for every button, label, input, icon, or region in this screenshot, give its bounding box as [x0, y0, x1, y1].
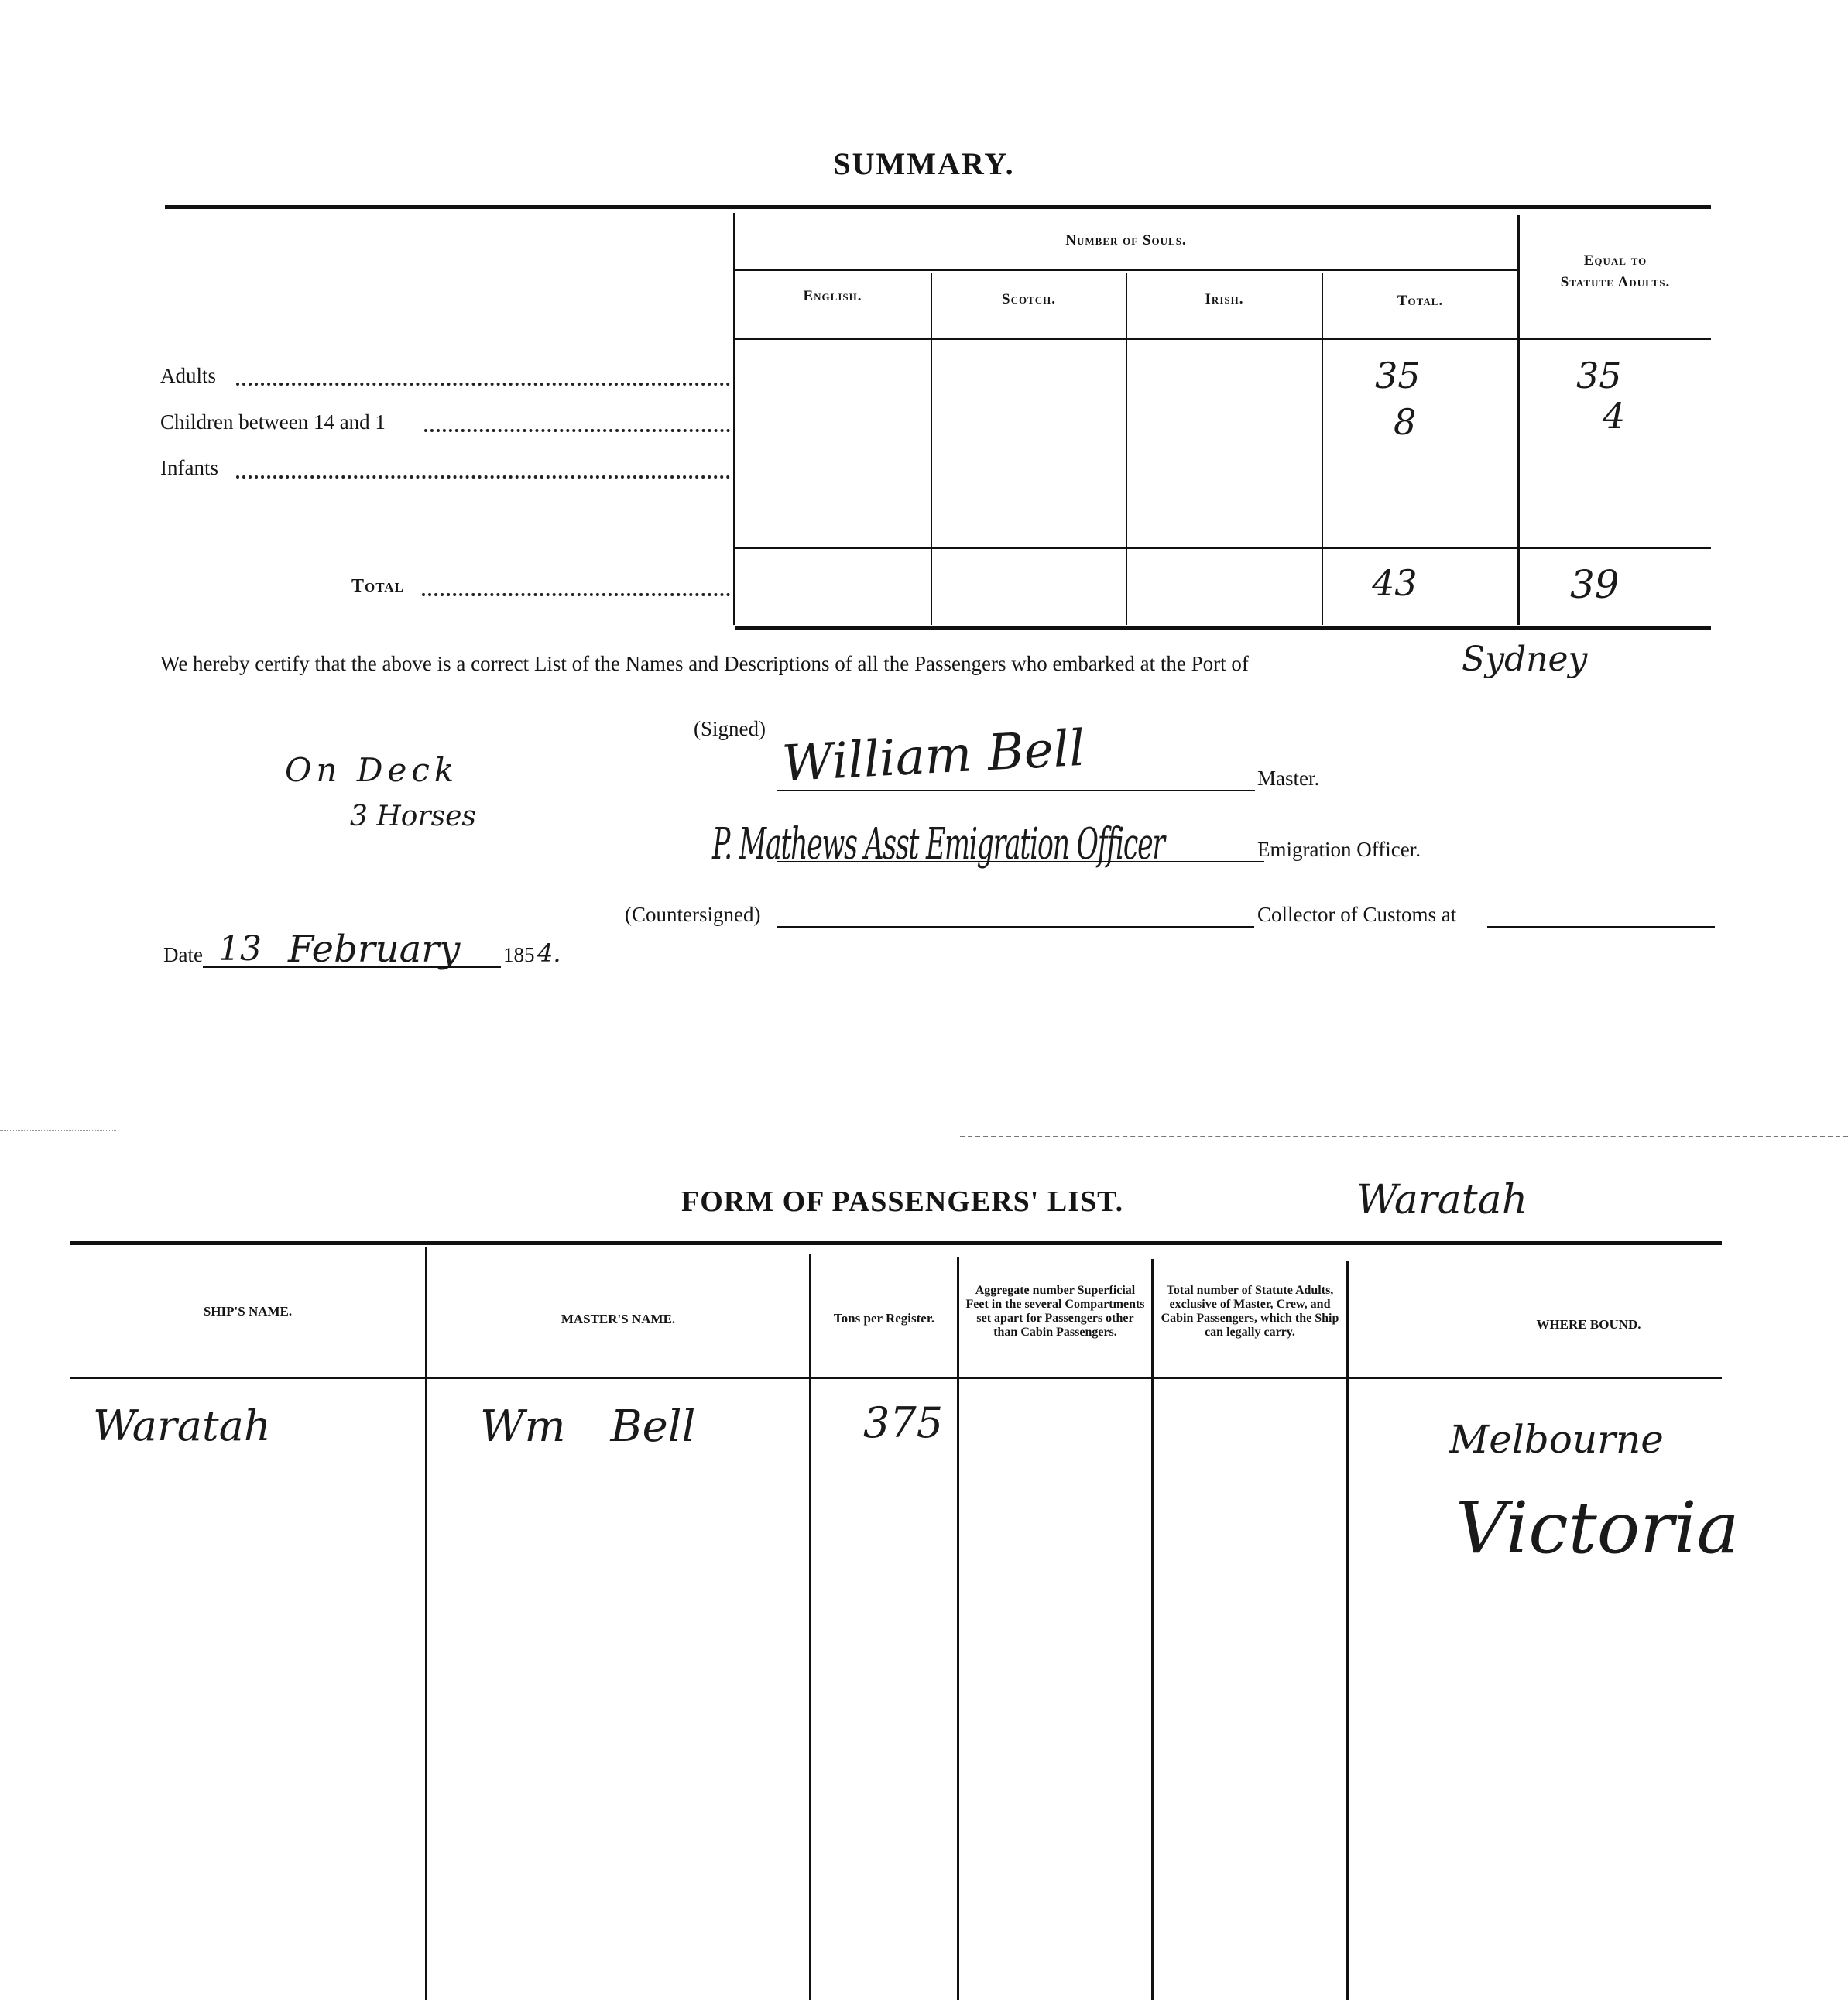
statute-adults-capacity-header: Total number of Statute Adults, exclusive of Master, Crew, and Cabin Passengers, which the Ship can legally carry.	[1161, 1284, 1339, 1339]
where-bound-value-2: Victoria	[1455, 1487, 1740, 1569]
children-statute-value: 4	[1603, 395, 1626, 437]
summary-total-rule	[735, 547, 1711, 549]
margin-note-line2: 3 Horses	[350, 801, 476, 832]
passengers-divider-3	[957, 1257, 959, 2000]
date-year-suffix: 4.	[537, 938, 561, 968]
children-dot-leader	[424, 429, 730, 432]
ship-name-annotation: Waratah	[1356, 1177, 1528, 1223]
summary-col-divider-2	[1126, 273, 1127, 625]
masters-name-header: MASTER'S NAME.	[561, 1312, 676, 1326]
summary-col-divider-3	[1322, 273, 1323, 625]
infants-label: Infants	[160, 456, 218, 479]
irish-column-header: Irish.	[1205, 291, 1244, 307]
port-value: Sydney	[1462, 640, 1588, 679]
master-name-value: Wm Bell	[480, 1401, 696, 1452]
adults-statute-value: 35	[1576, 355, 1622, 396]
emigration-officer-label: Emigration Officer.	[1257, 838, 1421, 861]
margin-note-line1: On Deck	[285, 751, 459, 789]
summary-title: SUMMARY.	[833, 146, 1015, 181]
children-label: Children between 14 and 1	[160, 410, 386, 434]
total-column-header: Total.	[1397, 293, 1444, 309]
children-total-value: 8	[1394, 401, 1417, 443]
ship-name-value: Waratah	[93, 1401, 271, 1450]
date-year-prefix: 185	[503, 943, 535, 966]
english-column-header: English.	[803, 288, 862, 304]
collector-port-line	[1487, 926, 1715, 928]
infants-dot-leader	[236, 475, 730, 479]
fold-mark-left	[0, 1130, 116, 1131]
fold-mark-dashes	[960, 1136, 1848, 1137]
master-signature: William Bell	[780, 719, 1087, 794]
emigration-officer-signature: P. Mathews Asst Emigration Officer	[712, 819, 1164, 870]
ships-name-header: SHIP'S NAME.	[203, 1304, 293, 1319]
master-label: Master.	[1257, 767, 1320, 790]
superficial-feet-header: Aggregate number Superficial Feet in the several Compartments set apart for Passengers other than Cabin Passengers.	[965, 1284, 1145, 1339]
officer-signature-line	[777, 861, 1264, 862]
date-month-value: February	[288, 928, 461, 971]
date-line	[203, 966, 501, 968]
passengers-form-title: FORM OF PASSENGERS' LIST.	[681, 1185, 1124, 1218]
passengers-top-rule	[70, 1241, 1722, 1245]
date-label: Date	[163, 943, 203, 966]
adults-dot-leader	[236, 383, 730, 386]
passengers-divider-5	[1346, 1261, 1349, 2000]
passengers-header-rule	[70, 1377, 1722, 1379]
passengers-divider-4	[1151, 1259, 1154, 2000]
summary-left-divider	[733, 213, 735, 625]
total-dot-leader	[422, 593, 730, 596]
summary-col-divider-1	[931, 273, 932, 625]
tons-per-register-header: Tons per Register.	[833, 1311, 935, 1326]
summary-souls-rule	[735, 269, 1517, 271]
passengers-divider-1	[425, 1247, 427, 2000]
statute-header-line2: Statute Adults.	[1560, 274, 1671, 290]
passengers-divider-2	[809, 1254, 811, 2000]
number-of-souls-header: Number of Souls.	[1065, 232, 1187, 249]
tons-value: 375	[863, 1398, 944, 1447]
summary-top-rule	[165, 205, 1711, 209]
scotch-column-header: Scotch.	[1002, 291, 1056, 307]
master-signature-line	[777, 790, 1255, 791]
collector-label: Collector of Customs at	[1257, 903, 1457, 926]
total-souls-value: 43	[1372, 562, 1418, 604]
where-bound-header: WHERE BOUND.	[1536, 1317, 1641, 1332]
summary-header-rule	[735, 338, 1711, 340]
adults-label: Adults	[160, 364, 217, 387]
total-row-label: Total	[351, 576, 404, 596]
countersigned-line	[777, 926, 1254, 928]
where-bound-value-1: Melbourne	[1449, 1417, 1664, 1462]
date-day-value: 13	[218, 929, 262, 969]
summary-bottom-rule	[735, 626, 1711, 630]
signed-label: (Signed)	[694, 717, 766, 740]
statute-header-line1: Equal to	[1583, 252, 1647, 269]
countersigned-label: (Countersigned)	[625, 903, 761, 926]
adults-total-value: 35	[1375, 355, 1421, 396]
total-statute-value: 39	[1570, 562, 1620, 607]
certification-text: We hereby certify that the above is a correct List of the Names and Descriptions of all the Passengers who embarked at the Port of	[160, 652, 1249, 675]
